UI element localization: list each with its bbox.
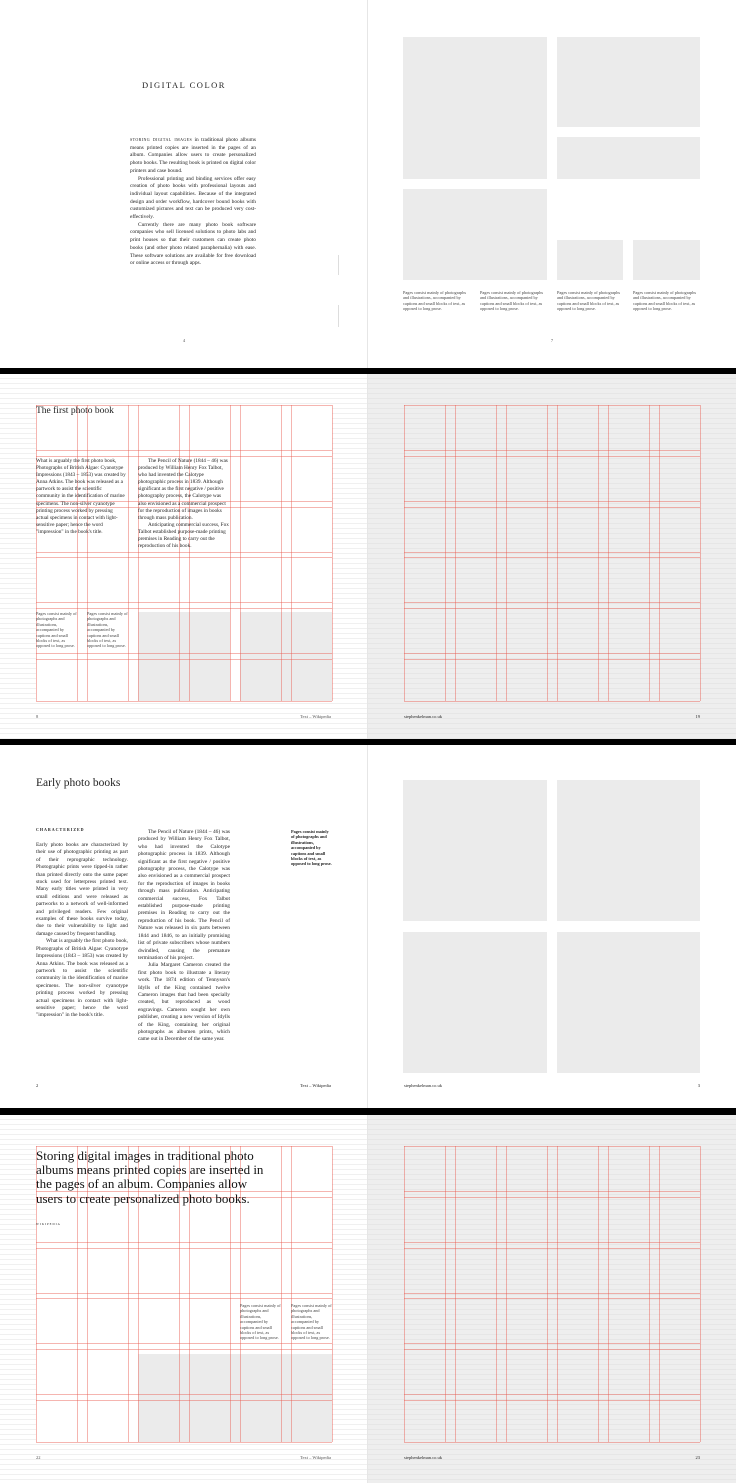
body-text xyxy=(130,137,256,268)
image-placeholder xyxy=(403,932,547,1073)
grid-row-line xyxy=(404,1298,700,1299)
grid-column-line xyxy=(557,1146,558,1442)
grid-row-line xyxy=(404,501,700,502)
paragraph: Early photo books are characterized by their use of photographic printing as part of their reprographic technology. Photographic prints were tipped-in rather than printed directly onto the same paper stock used for letterpress printed text. Many early titles were printed in very small editions and were released as partworks to a network of well-informed and privileged readers. Few original examples of these books survive today, due to their vulnerability to light and damage caused by frequent handling. xyxy=(36,842,128,937)
caption: Pages consist mainly of photographs and illustrations, accompanied by captions and small blocks of text, as opposed to long prose. xyxy=(480,290,544,312)
paragraph: What is arguably the first photo book, Photographs of British Algae: Cyanotype Impressions (1843 – 1853) was created by Anna Atkins. The book was released as a partwork to assist the scientific community in the identification of marine specimens. The non-silver cyanotype printing process worked by pressing actual specimens in contact with light-sensitive paper; hence the word "impression" in the book's title. xyxy=(36,938,128,1019)
grid-column-line xyxy=(496,1146,497,1442)
quote-source: wikipedia xyxy=(36,1221,61,1226)
grid-column-line xyxy=(404,1146,405,1442)
paragraph: Currently there are many photo book software companies who sell licensed solutions to photo labs and print houses so that their customers can create photo books (and other photo related paraphernalia) with ease. These software solutions are available for free download or online access or through apps. xyxy=(130,221,256,267)
grid-column-line xyxy=(455,405,456,701)
paragraph: in traditional photo albums means printed copies are inserted in the pages of an album. Companies allow users to create personalized photo books. The resulting book is printed on digital color printers and case bound. xyxy=(130,137,256,174)
grid-row-line xyxy=(404,456,700,457)
grid-row-line xyxy=(404,1242,700,1243)
grid-column-line xyxy=(700,1146,701,1442)
paragraph: Julia Margaret Cameron created the first photo book to illustrate a literary work. The 1874 edition of Tennyson's Idylls of the King contained twelve Cameron images that had been specially created, but reproduced as wood engravings. Cameron sought her own publisher, creating a new version of Idylls of the King, containing her original photographs as albumen prints, which came out in December of the same year. xyxy=(138,962,230,1043)
image-placeholder xyxy=(403,189,547,280)
image-placeholder xyxy=(557,37,700,127)
image-placeholder xyxy=(557,240,623,280)
grid-column-line xyxy=(608,405,609,701)
grid-column-line xyxy=(659,405,660,701)
grid-column-line xyxy=(445,405,446,701)
grid-column-line xyxy=(455,1146,456,1442)
grid-row-line xyxy=(404,608,700,609)
caption: Pages consist mainly of photographs and illustrations, accompanied by captions and small blocks of text, as opposed to long prose. xyxy=(36,611,77,649)
grid-row-line xyxy=(36,1442,332,1443)
page-number: 3 xyxy=(697,1083,700,1088)
grid-row-line xyxy=(404,659,700,660)
caption: Pages consist mainly of photographs and illustrations, accompanied by captions and small blocks of text, as opposed to long prose. xyxy=(240,1303,281,1341)
grid-column-line xyxy=(659,1146,660,1442)
grid-column-line xyxy=(506,1146,507,1442)
page-number: 19 xyxy=(695,714,700,719)
grid-row-line xyxy=(404,405,700,406)
page-23 xyxy=(368,1115,736,1483)
paragraph: Anticipating commercial success, Fox Talbot established purpose-made printing premises in Reading to carry out the reproduction of his book. xyxy=(138,521,229,550)
site-url: stephenkelman.co.uk xyxy=(404,1455,442,1460)
body-column-2 xyxy=(138,458,230,550)
grid-column-line xyxy=(608,1146,609,1442)
image-placeholder xyxy=(240,612,332,701)
paragraph: Professional printing and binding services offer easy creation of photo books with professional layouts and individual layout capabilities. Because of the integrated design and order workflow, hardcover bound books with customized pictures and text can be produced very cost-effectively. xyxy=(130,175,256,221)
body-column-1 xyxy=(36,842,128,1020)
grid-column-line xyxy=(649,1146,650,1442)
section-title: Early photo books xyxy=(36,777,121,789)
page-19 xyxy=(368,374,736,739)
grid-row-line xyxy=(404,1400,700,1401)
grid-row-line xyxy=(404,1197,700,1198)
caption: Pages consist mainly of photographs and illustrations, accompanied by captions and small blocks of text, as opposed to long prose. xyxy=(633,290,697,312)
grid-row-line xyxy=(404,1191,700,1192)
spread-quote xyxy=(0,1115,736,1483)
grid-row-line xyxy=(404,1248,700,1249)
running-footer: Text – Wikipedia xyxy=(300,1083,331,1088)
grid-column-line xyxy=(506,405,507,701)
caption: Pages consist mainly of photographs and illustrations, accompanied by captions and small blocks of text, as opposed to long prose. xyxy=(291,1303,332,1341)
paragraph: The Pencil of Nature (1844 – 46) was produced by William Henry Fox Talbot, who had invented the Calotype photographic process in 1839. Although significant as the first negative / positive photography process, the Calotype was also envisioned as a commercial prospect for the reproduction of images in books through mass publication. xyxy=(138,458,228,521)
image-placeholder xyxy=(138,612,230,701)
grid-row-line xyxy=(404,557,700,558)
image-placeholder xyxy=(557,780,700,921)
grid-row-line xyxy=(404,1343,700,1344)
grid-row-line xyxy=(404,701,700,702)
grid-column-line xyxy=(332,405,333,701)
grid-row-line xyxy=(404,602,700,603)
page-2 xyxy=(0,745,368,1108)
grid-column-line xyxy=(598,405,599,701)
image-placeholder xyxy=(633,240,700,280)
spread-first-photo-book xyxy=(0,374,736,739)
spread-digital-color xyxy=(0,0,736,368)
grid-column-line xyxy=(557,405,558,701)
page-number: 4 xyxy=(182,338,186,343)
subhead: characterized xyxy=(36,828,85,833)
page-3 xyxy=(368,745,736,1108)
body-column-1: What is arguably the first photo book, Photographs of British Algae: Cyanotype Impressions (1843 – 1853) was created by Anna Atkins. The book was released as a partwork to assist the scientific community in the identification of marine specimens. The non-silver cyanotype printing process worked by pressing actual specimens in contact with light-sensitive paper; hence the word "impression" in the book's title. xyxy=(36,458,126,535)
grid-column-line xyxy=(547,405,548,701)
page-number: 7 xyxy=(550,338,554,343)
page-7 xyxy=(368,0,736,368)
grid-row-line xyxy=(404,1394,700,1395)
spread-early-photo-books xyxy=(0,745,736,1108)
grid-row-line xyxy=(404,653,700,654)
page-number: 22 xyxy=(36,1455,41,1460)
grid-column-line xyxy=(496,405,497,701)
caption: Pages consist mainly of photographs and illustrations, accompanied by captions and small blocks of text, as opposed to long prose. xyxy=(87,611,128,649)
running-footer: Text – Wikipedia xyxy=(300,1455,331,1460)
page-4 xyxy=(0,0,368,368)
caption: Pages consist mainly of photographs and illustrations, accompanied by captions and small blocks of text, as opposed to long prose. xyxy=(291,829,332,867)
grid-column-line xyxy=(598,1146,599,1442)
running-footer: Text – Wikipedia xyxy=(300,714,331,719)
grid-column-line xyxy=(445,1146,446,1442)
image-placeholder xyxy=(557,932,700,1073)
grid-row-line xyxy=(36,701,332,702)
grid-column-line xyxy=(649,405,650,701)
image-placeholder xyxy=(557,137,700,179)
page-22 xyxy=(0,1115,368,1483)
caption: Pages consist mainly of photographs and illustrations, accompanied by captions and small blocks of text, as opposed to long prose. xyxy=(403,290,467,312)
page-number: 23 xyxy=(695,1455,700,1460)
image-placeholder xyxy=(403,780,547,921)
grid-column-line xyxy=(700,405,701,701)
grid-row-line xyxy=(404,1349,700,1350)
grid-row-line xyxy=(404,552,700,553)
page-number: 8 xyxy=(36,714,39,719)
paragraph: The Pencil of Nature (1844 – 46) was produced by William Henry Fox Talbot, who had invented the Calotype photographic process in 1839. Although significant as the first negative / positive photography process, the Calotype was also envisioned as a commercial prospect for the reproduction of images in books through mass publication. Anticipating commercial success, Fox Talbot established purpose-made printing premises in Reading to carry out the reproduction of his book. The Pencil of Nature was released in six parts between 1844 and 1846, to an initially promising list of private subscribers whose numbers dwindled, causing the premature termination of his project. xyxy=(138,829,230,961)
layout-grid xyxy=(368,1115,736,1483)
layout-grid xyxy=(368,374,736,739)
lead-in: storing digital images xyxy=(130,137,193,143)
running-head-vertical xyxy=(338,305,339,327)
body-column-2 xyxy=(138,829,230,1044)
site-url: stephenkelman.co.uk xyxy=(404,1083,442,1088)
image-placeholder xyxy=(403,37,547,179)
chapter-title: DIGITAL COLOR xyxy=(142,80,226,90)
grid-row-line xyxy=(404,1442,700,1443)
running-head-vertical xyxy=(338,255,339,275)
image-placeholder xyxy=(138,1354,332,1442)
grid-column-line xyxy=(404,405,405,701)
page-8 xyxy=(0,374,368,739)
pull-quote: Storing digital images in traditional photo albums means printed copies are inserted in the pages of an album. Companies allow users to create personalized photo books. xyxy=(36,1148,264,1206)
site-url: stephenkelman.co.uk xyxy=(404,714,442,719)
grid-column-line xyxy=(547,1146,548,1442)
grid-row-line xyxy=(404,507,700,508)
grid-row-line xyxy=(404,1293,700,1294)
section-title: The first photo book xyxy=(36,406,114,416)
grid-row-line xyxy=(404,450,700,451)
grid-row-line xyxy=(404,1146,700,1147)
caption: Pages consist mainly of photographs and illustrations, accompanied by captions and small blocks of text, as opposed to long prose. xyxy=(557,290,621,312)
page-number: 2 xyxy=(36,1083,39,1088)
grid-column-line xyxy=(332,1146,333,1442)
